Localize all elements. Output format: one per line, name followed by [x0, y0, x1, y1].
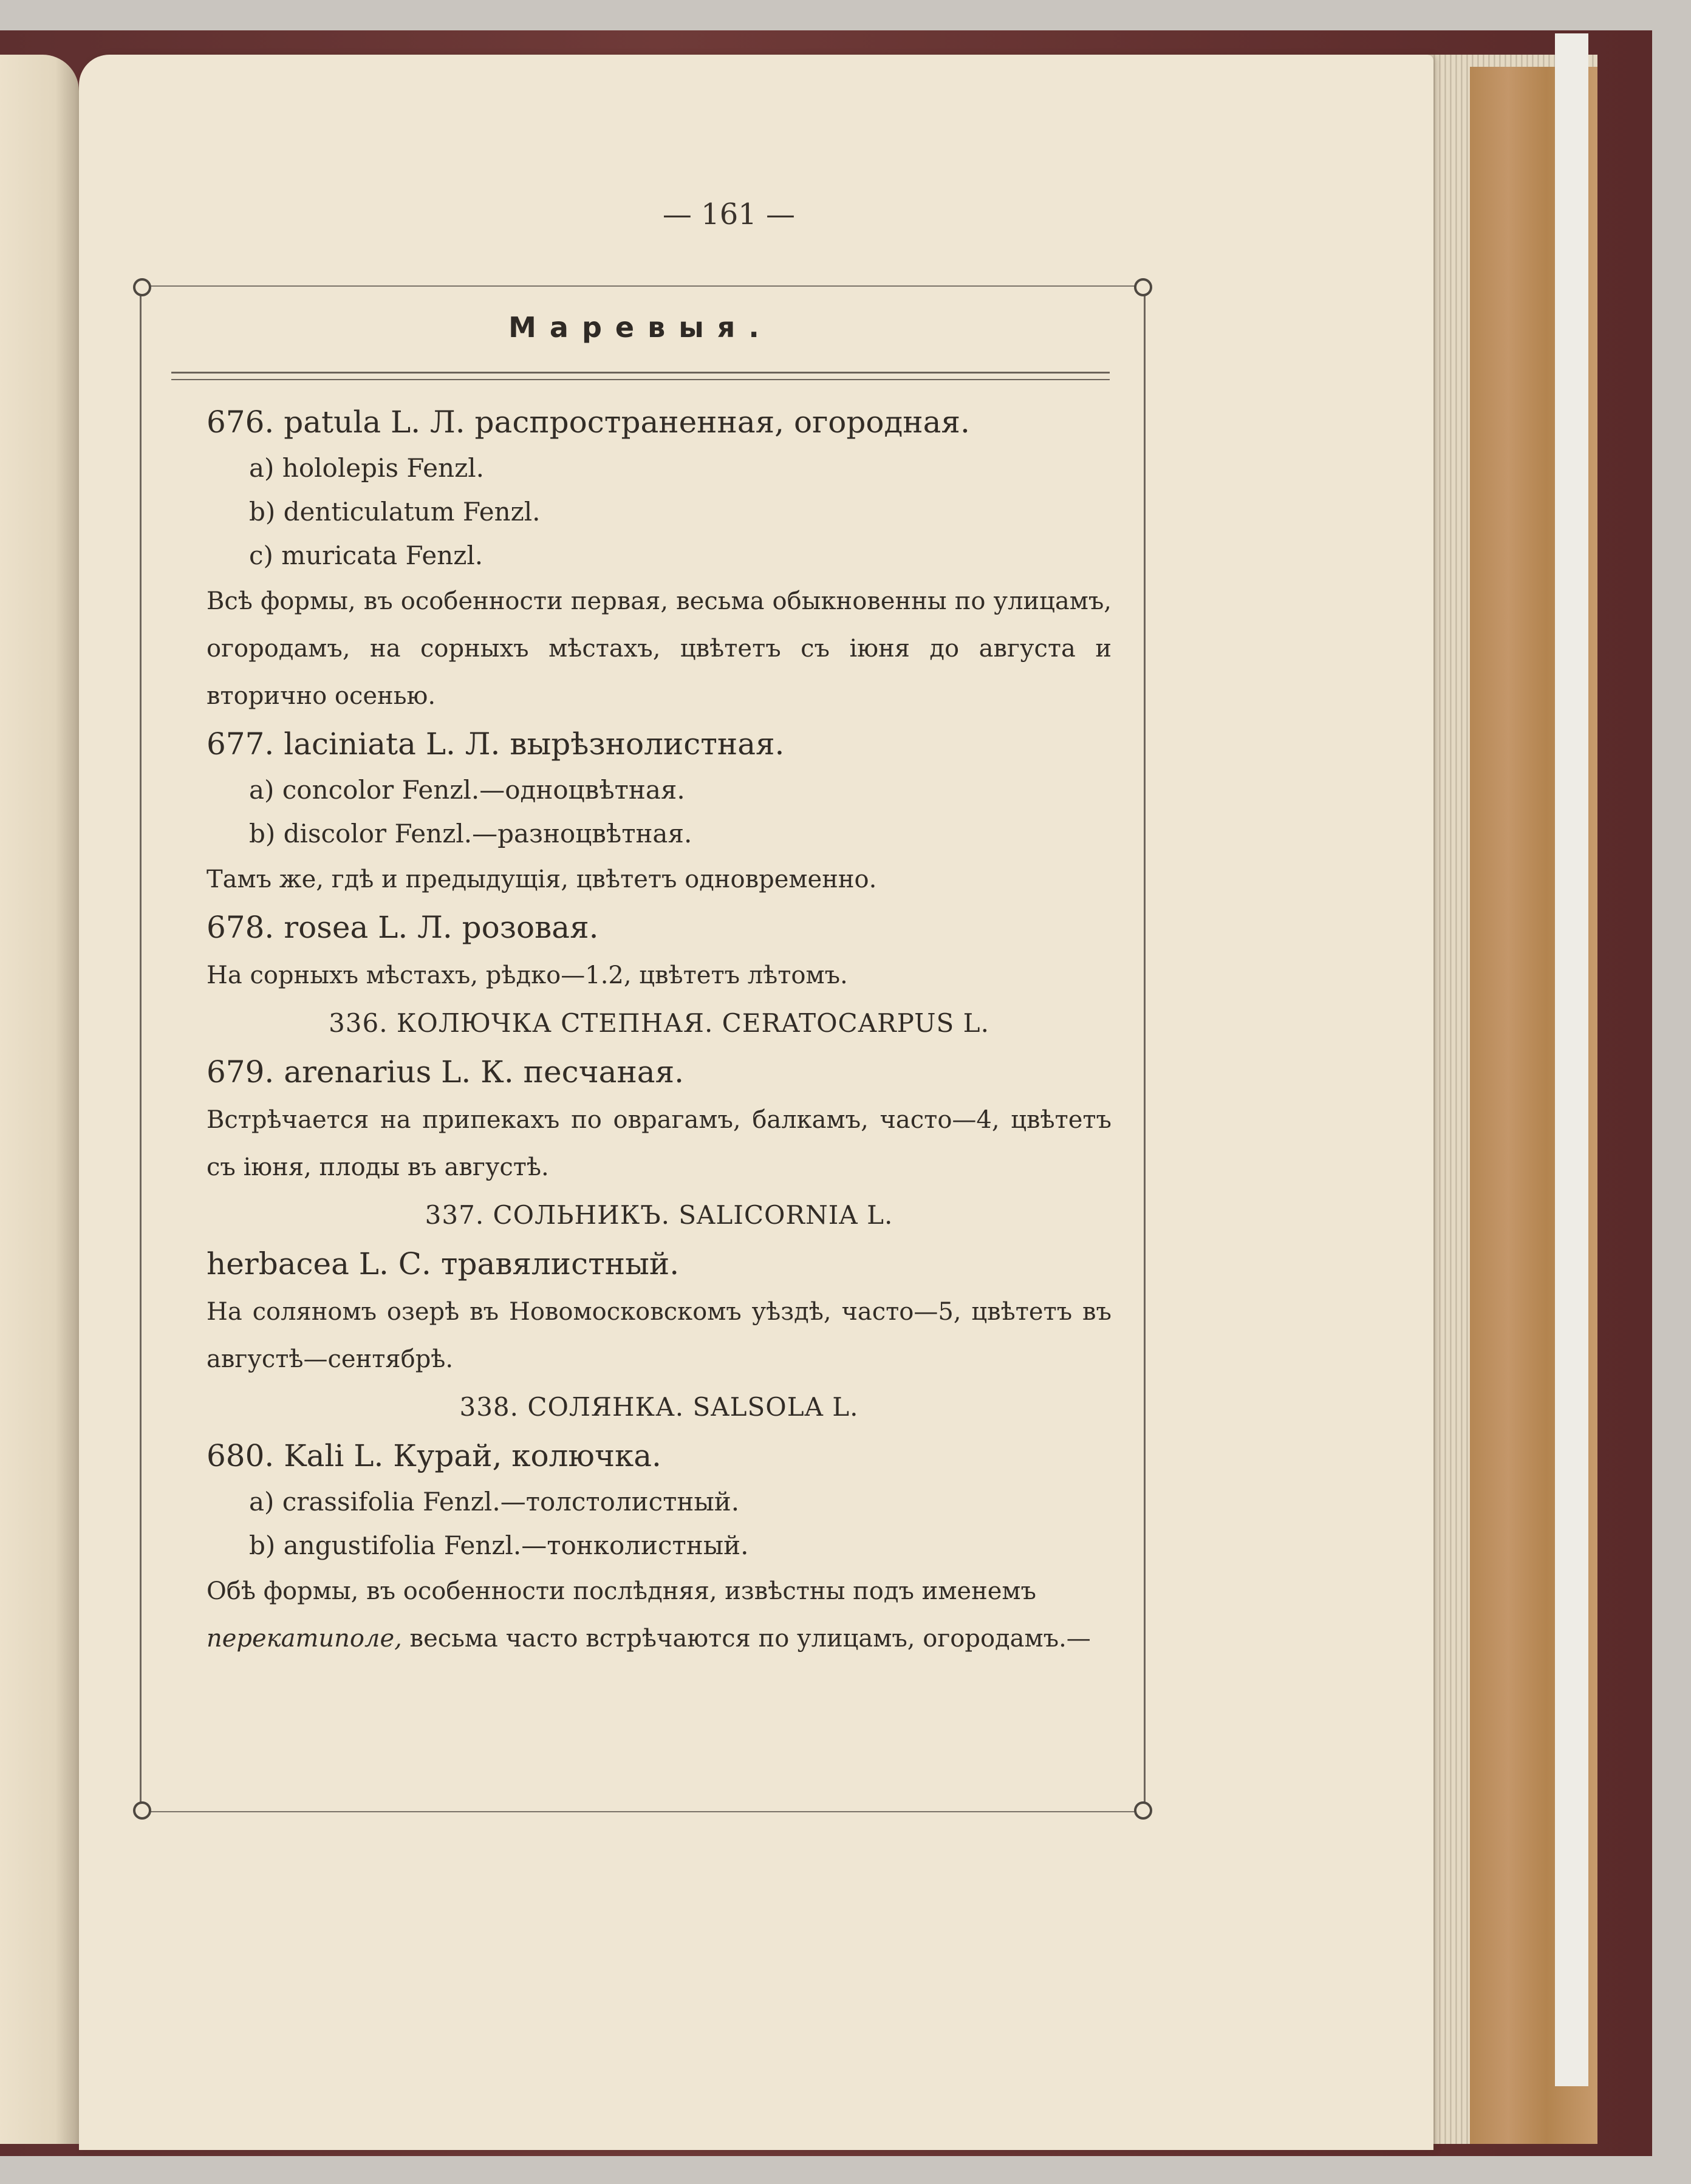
variety-entry: a) hololepis Fenzl. [249, 453, 485, 483]
species-entry: 678. rosea L. Л. розовая. [207, 910, 599, 945]
description-paragraph: Обѣ формы, въ особенности послѣдняя, извѣстны подъ именемъ [207, 1577, 1036, 1605]
genus-heading: 338. СОЛЯНКА. SALSOLA L. [459, 1392, 859, 1422]
species-entry: herbacea L. С. травялистный. [207, 1246, 680, 1281]
species-entry: 677. laciniata L. Л. вырѣзнолистная. [207, 726, 785, 762]
variety-entry: b) denticulatum Fenzl. [249, 497, 541, 527]
description-paragraph: Всѣ формы, въ особенности первая, весьма обыкновенны по улицамъ, огородамъ, на сорныхъ мѣстахъ, цвѣтетъ съ іюня до августа и вторично осенью. [207, 587, 1112, 710]
description-paragraph [207, 1615, 1112, 1662]
description-paragraph: На соляномъ озерѣ въ Новомосковскомъ уѣздѣ, часто—5, цвѣтетъ въ августѣ—сентябрѣ. [207, 1298, 1112, 1373]
paper-sliver [1555, 33, 1588, 2086]
running-header: Маревыя. [508, 311, 773, 344]
frame-corner-ornament [1134, 278, 1152, 296]
italic-term: перекатиполе, [207, 1625, 402, 1653]
left-page-edge [0, 55, 79, 2144]
header-rule [171, 379, 1110, 380]
variety-entry: a) crassifolia Fenzl.—толстолистный. [249, 1487, 740, 1517]
variety-entry: a) concolor Fenzl.—одноцвѣтная. [249, 775, 685, 805]
description-text: весьма часто встрѣчаются по улицамъ, огородамъ.— [401, 1625, 1091, 1653]
page-body [207, 398, 1112, 1662]
frame-corner-ornament [1134, 1801, 1152, 1820]
variety-entry: b) angustifolia Fenzl.—тонколистный. [249, 1531, 749, 1560]
species-entry: 676. patula L. Л. распространенная, огородная. [207, 404, 970, 440]
frame-corner-ornament [133, 278, 151, 296]
page-number: — 161 — [662, 197, 796, 231]
variety-entry: b) discolor Fenzl.—разноцвѣтная. [249, 819, 692, 848]
genus-heading: 336. КОЛЮЧКА СТЕПНАЯ. CERATOCARPUS L. [329, 1008, 989, 1038]
genus-heading: 337. СОЛЬНИКЪ. SALICORNIA L. [425, 1200, 893, 1230]
variety-entry: c) muricata Fenzl. [249, 541, 483, 570]
species-entry: 680. Kali L. Курай, колючка. [207, 1438, 661, 1473]
header-rule [171, 372, 1110, 374]
description-paragraph: На сорныхъ мѣстахъ, рѣдко—1.2, цвѣтетъ лѣтомъ. [207, 961, 848, 989]
description-paragraph: Тамъ же, гдѣ и предыдущія, цвѣтетъ одновременно. [207, 865, 877, 893]
frame-corner-ornament [133, 1801, 151, 1820]
species-entry: 679. arenarius L. К. песчаная. [207, 1054, 685, 1090]
description-paragraph: Встрѣчается на припекахъ по оврагамъ, балкамъ, часто—4, цвѣтетъ съ іюня, плоды въ августѣ. [207, 1106, 1112, 1181]
